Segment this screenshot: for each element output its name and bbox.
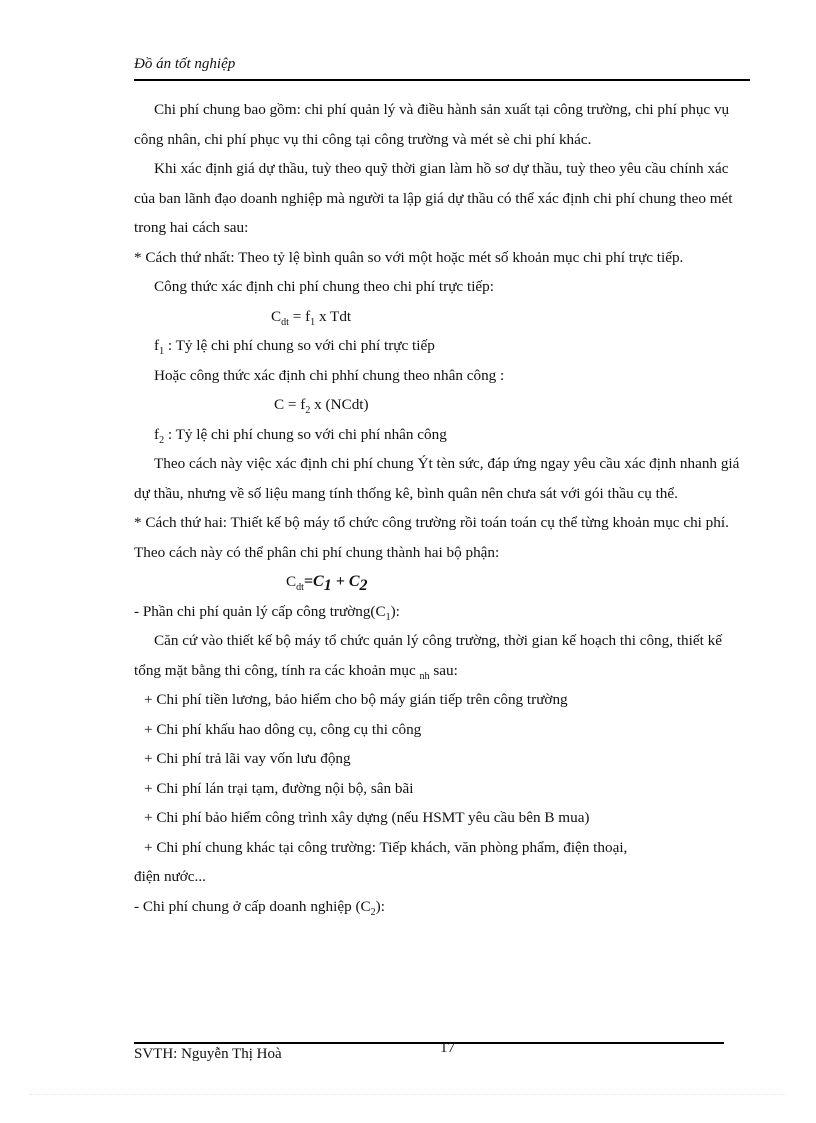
formula-subscript: dt bbox=[296, 582, 304, 593]
paragraph-site-cost-basis bbox=[134, 626, 750, 685]
formula-text: C bbox=[271, 307, 282, 325]
formula-subscript: 1 bbox=[310, 316, 316, 328]
formula-text: x Tdt bbox=[315, 307, 352, 325]
formula-subscript: dt bbox=[281, 316, 289, 328]
paragraph-formula-intro: Công thức xác định chi phí chung theo chi phí trực tiếp: bbox=[154, 278, 494, 295]
formula-text: C = f bbox=[274, 396, 306, 413]
section-subscript: 2 bbox=[370, 906, 376, 918]
section-text: ): bbox=[390, 602, 400, 620]
page-bottom-border bbox=[30, 1094, 786, 1095]
list-item: + Chi phí bảo hiểm công trình xây dựng (nếu HSMT yêu cầu bên B mua) bbox=[144, 809, 590, 826]
formula-labor-cost bbox=[134, 390, 750, 420]
page-number: 17 bbox=[440, 1040, 455, 1056]
list-item: + Chi phí chung khác tại công trường: Tiếp khách, văn phòng phẩm, điện thoại, bbox=[144, 838, 628, 856]
paragraph-overhead-definition: Chi phí chung bao gồm: chi phí quản lý và điều hành sản xuất tại công trường, chi phí phục vụ công nhân, chi phí phục vụ thi công tại công trường và mét sè chi phí khác. bbox=[134, 101, 730, 148]
list-item: + Chi phí tiền lương, bảo hiểm cho bộ máy gián tiếp trên công trường bbox=[144, 691, 568, 708]
formula-legend-f1 bbox=[134, 331, 750, 361]
list-item: + Chi phí trả lãi vay vốn lưu động bbox=[144, 750, 351, 767]
paragraph-text: Căn cứ vào thiết kế bộ máy tổ chức quản lý công trường, thời gian kế hoạch thi công, thiết kế tổng mặt bằng thi công, tính ra các khoản mục bbox=[134, 632, 722, 679]
formula-bold-text: =C bbox=[303, 573, 324, 590]
paragraph-labor-formula-intro: Hoặc công thức xác định chi phhí chung theo nhân công : bbox=[154, 366, 505, 384]
paragraph-subscript: nh bbox=[419, 670, 430, 682]
paragraph-method-one-assessment: Theo cách này việc xác định chi phí chung Ýt tèn sức, đáp ứng ngay yêu cầu xác định nhanh giá dự thầu, nhưng về số liệu mang tính thống kê, bình quân nên chưa sát với gói thầu cụ thể. bbox=[134, 455, 740, 502]
formula-subscript: 2 bbox=[305, 405, 311, 416]
formula-subscript: 2 bbox=[359, 577, 368, 594]
formula-text: = f bbox=[288, 307, 311, 325]
section-subscript: 1 bbox=[385, 611, 391, 623]
legend-symbol: f bbox=[154, 425, 160, 443]
formula-legend-f2 bbox=[134, 420, 750, 450]
legend-symbol: f bbox=[154, 337, 160, 354]
footer-author: SVTH: Nguyễn Thị Hoà bbox=[134, 1046, 282, 1062]
section-site-management-cost bbox=[134, 597, 750, 627]
paragraph-text: sau: bbox=[429, 661, 458, 679]
legend-subscript: 2 bbox=[159, 434, 165, 446]
header-divider bbox=[134, 79, 750, 81]
legend-text: : Tỷ lệ chi phí chung so với chi phí nhân công bbox=[164, 425, 447, 443]
formula-subscript: 1 bbox=[323, 577, 332, 594]
formula-text: C bbox=[286, 573, 297, 590]
page-body bbox=[134, 95, 750, 921]
paragraph-method-two: * Cách thứ hai: Thiết kế bộ máy tổ chức công trường rồi toán toán cụ thể từng khoản mục chi phí. Theo cách này có thể phân chi phí chung thành hai bộ phận: bbox=[134, 514, 729, 561]
section-text: - Chi phí chung ở cấp doanh nghiệp (C bbox=[134, 897, 371, 915]
section-text: - Phần chi phí quản lý cấp công trường(C bbox=[134, 602, 386, 620]
list-item: + Chi phí khấu hao dông cụ, công cụ thi công bbox=[144, 720, 422, 738]
list-item-continuation: điện nước... bbox=[134, 868, 206, 885]
page-header-title: Đồ án tốt nghiệp bbox=[134, 56, 236, 72]
section-text: ): bbox=[375, 897, 385, 915]
legend-subscript: 1 bbox=[159, 346, 165, 357]
formula-overhead-split bbox=[134, 567, 750, 597]
paragraph-method-one: * Cách thứ nhất: Theo tỷ lệ bình quân so với một hoặc mét số khoản mục chi phí trực tiếp. bbox=[134, 248, 684, 266]
footer-divider bbox=[134, 1042, 724, 1044]
legend-text: : Tỷ lệ chi phí chung so với chi phí trực tiếp bbox=[164, 337, 435, 354]
formula-direct-cost bbox=[134, 302, 750, 332]
list-item: + Chi phí lán trại tạm, đường nội bộ, sân bãi bbox=[144, 779, 414, 797]
section-company-overhead bbox=[134, 892, 750, 922]
formula-text: x (NCdt) bbox=[310, 396, 369, 413]
formula-bold-text: + C bbox=[331, 573, 360, 590]
paragraph-bid-method-intro: Khi xác định giá dự thầu, tuỳ theo quỹ thời gian làm hồ sơ dự thầu, tuỳ theo yêu cầu chính xác của ban lãnh đạo doanh nghiệp mà người ta lập giá dự thầu có thể xác định chi phí chung theo mét trong hai cách sau: bbox=[134, 160, 733, 236]
